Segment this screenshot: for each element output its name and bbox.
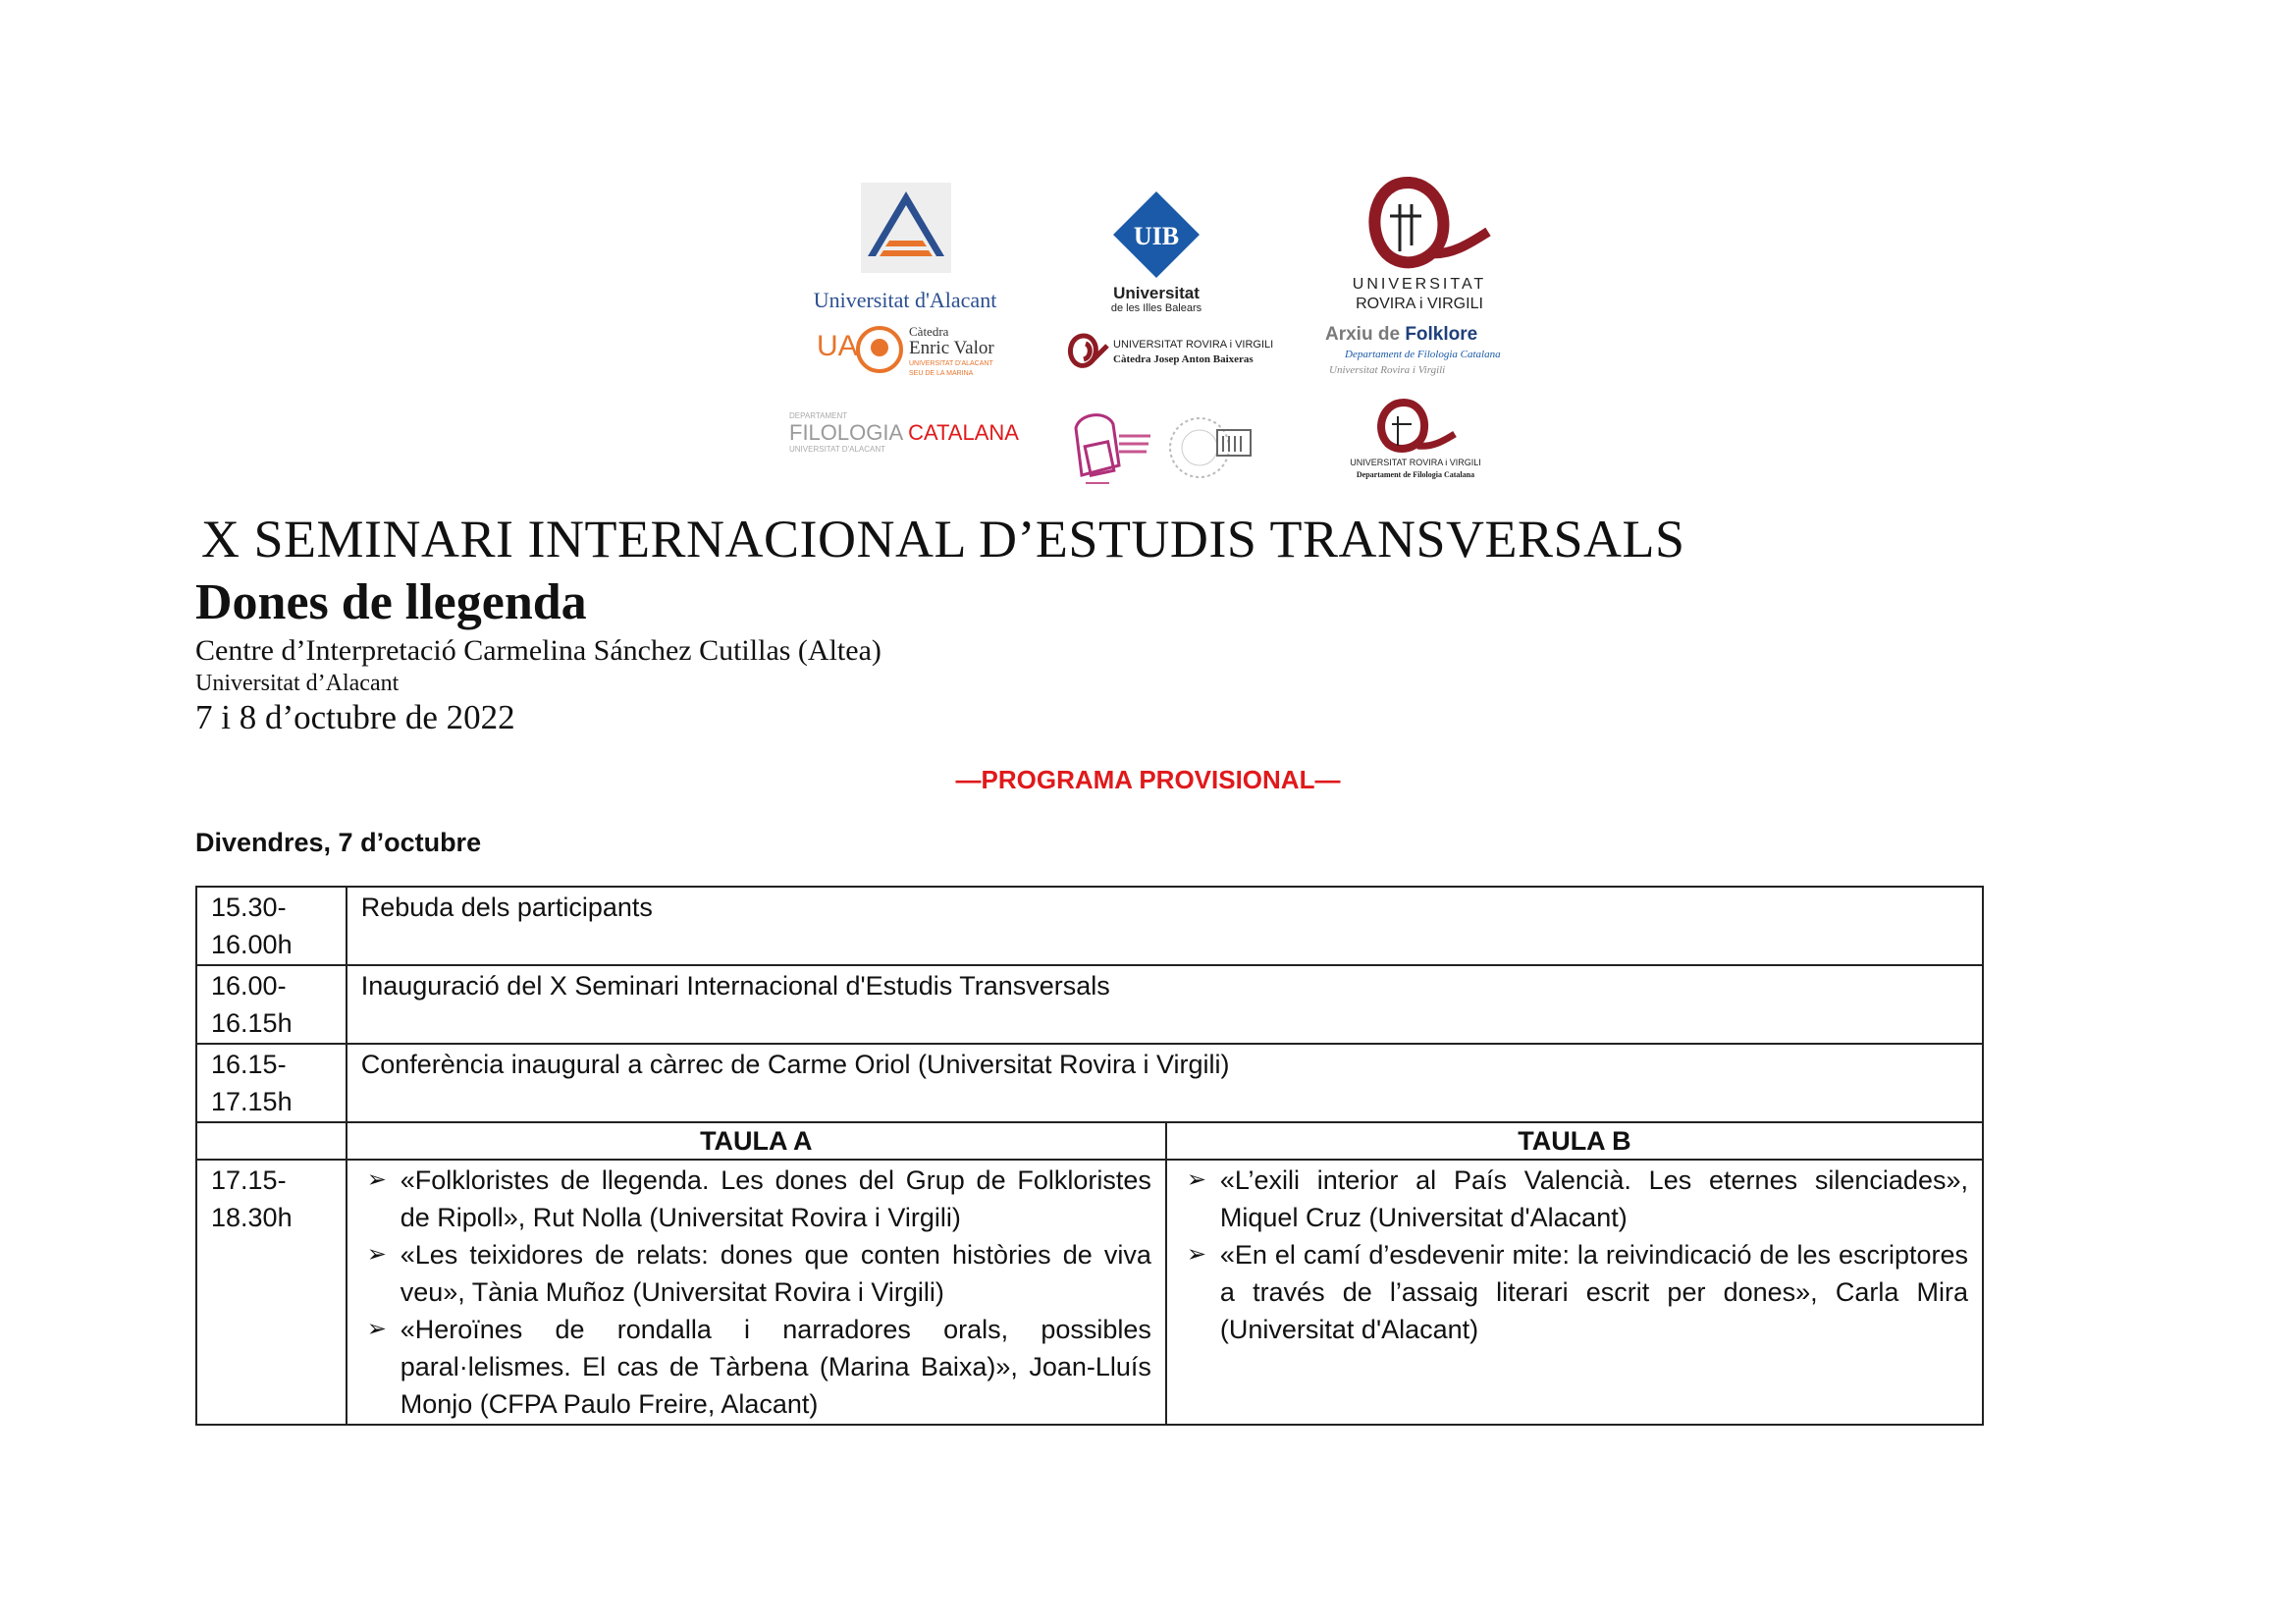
event-title: Dones de llegenda — [195, 574, 587, 630]
urv-dept-filologia-logo — [1345, 397, 1492, 483]
table-row — [196, 1160, 1983, 1425]
urv-main-logo — [1335, 175, 1502, 320]
cev-line1: Càtedra — [909, 324, 949, 339]
urv-main-line2: ROVIRA i VIRGILI — [1356, 296, 1483, 312]
arxiu-part1: Arxiu de — [1325, 324, 1406, 345]
arrow-bullet-icon: ➢ — [366, 1241, 387, 1268]
arxiu-line3: Universitat Rovira i Virgili — [1329, 364, 1446, 376]
uib-line1: Universitat — [1113, 284, 1200, 302]
arxiu-part2: Folklore — [1405, 324, 1478, 345]
filologia-word1: FILOLOGIA — [789, 420, 902, 445]
urv-catedra-line2: Càtedra Josep Anton Baixeras — [1113, 353, 1254, 365]
list-item — [1181, 1162, 1968, 1236]
urv-dept-line1: UNIVERSITAT ROVIRA i VIRGILI — [1350, 458, 1481, 467]
talk-text: «En el camí d’esdevenir mite: la reivindicació de les escriptores a través de l’assaig literari escrit per dones», Carla Mira (Universitat d'Alacant) — [1219, 1240, 1968, 1344]
table-row — [196, 965, 1983, 1044]
seminar-title: X SEMINARI INTERNACIONAL D’ESTUDIS TRANSVERSALS — [201, 510, 1685, 568]
university-text: Universitat d’Alacant — [195, 671, 400, 696]
uib-line2: de les Illes Balears — [1110, 302, 1202, 314]
taula-a-header: TAULA A — [347, 1122, 1166, 1160]
time-cell: 17.15-18.30h — [196, 1160, 347, 1425]
taula-b-list — [1181, 1162, 1968, 1348]
taula-a-cell — [347, 1160, 1166, 1425]
arrow-bullet-icon: ➢ — [1186, 1241, 1207, 1268]
circular-seal-icon — [1166, 406, 1264, 489]
event-cell: Rebuda dels participants — [347, 887, 1983, 965]
empty-header-cell — [196, 1122, 347, 1160]
arrow-bullet-icon: ➢ — [366, 1316, 387, 1342]
uib-badge: UIB — [1133, 222, 1180, 250]
talk-text: «Folkloristes de llegenda. Les dones del Grup de Folkloristes de Ripoll», Rut Nolla (Universitat Rovira i Virgili) — [400, 1165, 1151, 1232]
time-cell: 16.00-16.15h — [196, 965, 347, 1044]
event-cell: Conferència inaugural a càrrec de Carme Oriol (Universitat Rovira i Virgili) — [347, 1044, 1983, 1122]
taula-b-header: TAULA B — [1166, 1122, 1983, 1160]
uib-logo — [1097, 189, 1215, 317]
cev-line3: UNIVERSITAT D'ALACANT — [909, 360, 993, 367]
venue-text: Centre d’Interpretació Carmelina Sánchez Cutillas (Altea) — [195, 634, 881, 667]
time-cell: 16.15-17.15h — [196, 1044, 347, 1122]
filologia-bottom: UNIVERSITAT D'ALACANT — [789, 445, 885, 454]
list-item — [1181, 1236, 1968, 1348]
gold-bookcover-illustration-icon — [1060, 406, 1158, 487]
arxiu-line2: Departament de Filologia Catalana — [1345, 349, 1501, 360]
svg-text:Arxiu de Folklore — [1325, 324, 1477, 345]
taula-b-cell — [1166, 1160, 1983, 1425]
cev-prefix: UA — [817, 330, 858, 362]
program-label: —PROGRAMA PROVISIONAL— — [955, 765, 1341, 794]
talk-text: «Les teixidores de relats: dones que conten històries de viva veu», Tània Muñoz (Universitat Rovira i Virgili) — [400, 1240, 1151, 1307]
arrow-bullet-icon: ➢ — [1186, 1166, 1207, 1193]
filologia-catalana-ua-logo — [785, 410, 1031, 456]
arrow-bullet-icon: ➢ — [366, 1166, 387, 1193]
table-row — [196, 1044, 1983, 1122]
event-dates: 7 i 8 d’octubre de 2022 — [195, 698, 515, 736]
table-header-row — [196, 1122, 1983, 1160]
list-item — [361, 1311, 1151, 1423]
time-cell: 15.30-16.00h — [196, 887, 347, 965]
catedra-enric-valor-logo — [815, 320, 1001, 381]
day-label: Divendres, 7 d’octubre — [195, 828, 482, 857]
schedule-table — [195, 886, 1984, 1426]
urv-dept-line2: Departament de Filologia Catalana — [1356, 470, 1475, 479]
list-item — [361, 1162, 1151, 1236]
urv-catedra-line1: UNIVERSITAT ROVIRA i VIRGILI — [1113, 339, 1274, 351]
cev-line2: Enric Valor — [909, 338, 994, 358]
ua-name: Universitat d'Alacant — [813, 288, 997, 312]
talk-text: «L’exili interior al País Valencià. Les eternes silenciades», Miquel Cruz (Universitat d'Alacant) — [1219, 1165, 1968, 1232]
urv-catedra-baixeras-logo — [1062, 330, 1288, 373]
filologia-word2: CATALANA — [908, 420, 1019, 445]
cev-line4: SEU DE LA MARINA — [909, 370, 974, 377]
talk-text: «Heroïnes de rondalla i narradores orals, possibles paral·lelismes. El cas de Tàrbena (Marina Baixa)», Joan-Lluís Monjo (CFPA Paulo Freire, Alacant) — [400, 1315, 1151, 1419]
taula-a-list — [361, 1162, 1151, 1423]
list-item — [361, 1236, 1151, 1311]
universitat-alacant-logo — [795, 180, 1021, 317]
svg-text:FILOLOGIA CATALANA — [789, 420, 1019, 445]
arxiu-folklore-logo — [1323, 320, 1520, 379]
table-row — [196, 887, 1983, 965]
event-cell: Inauguració del X Seminari Internacional d'Estudis Transversals — [347, 965, 1983, 1044]
filologia-top: DEPARTAMENT — [789, 411, 848, 420]
urv-main-line1: UNIVERSITAT — [1352, 276, 1487, 293]
